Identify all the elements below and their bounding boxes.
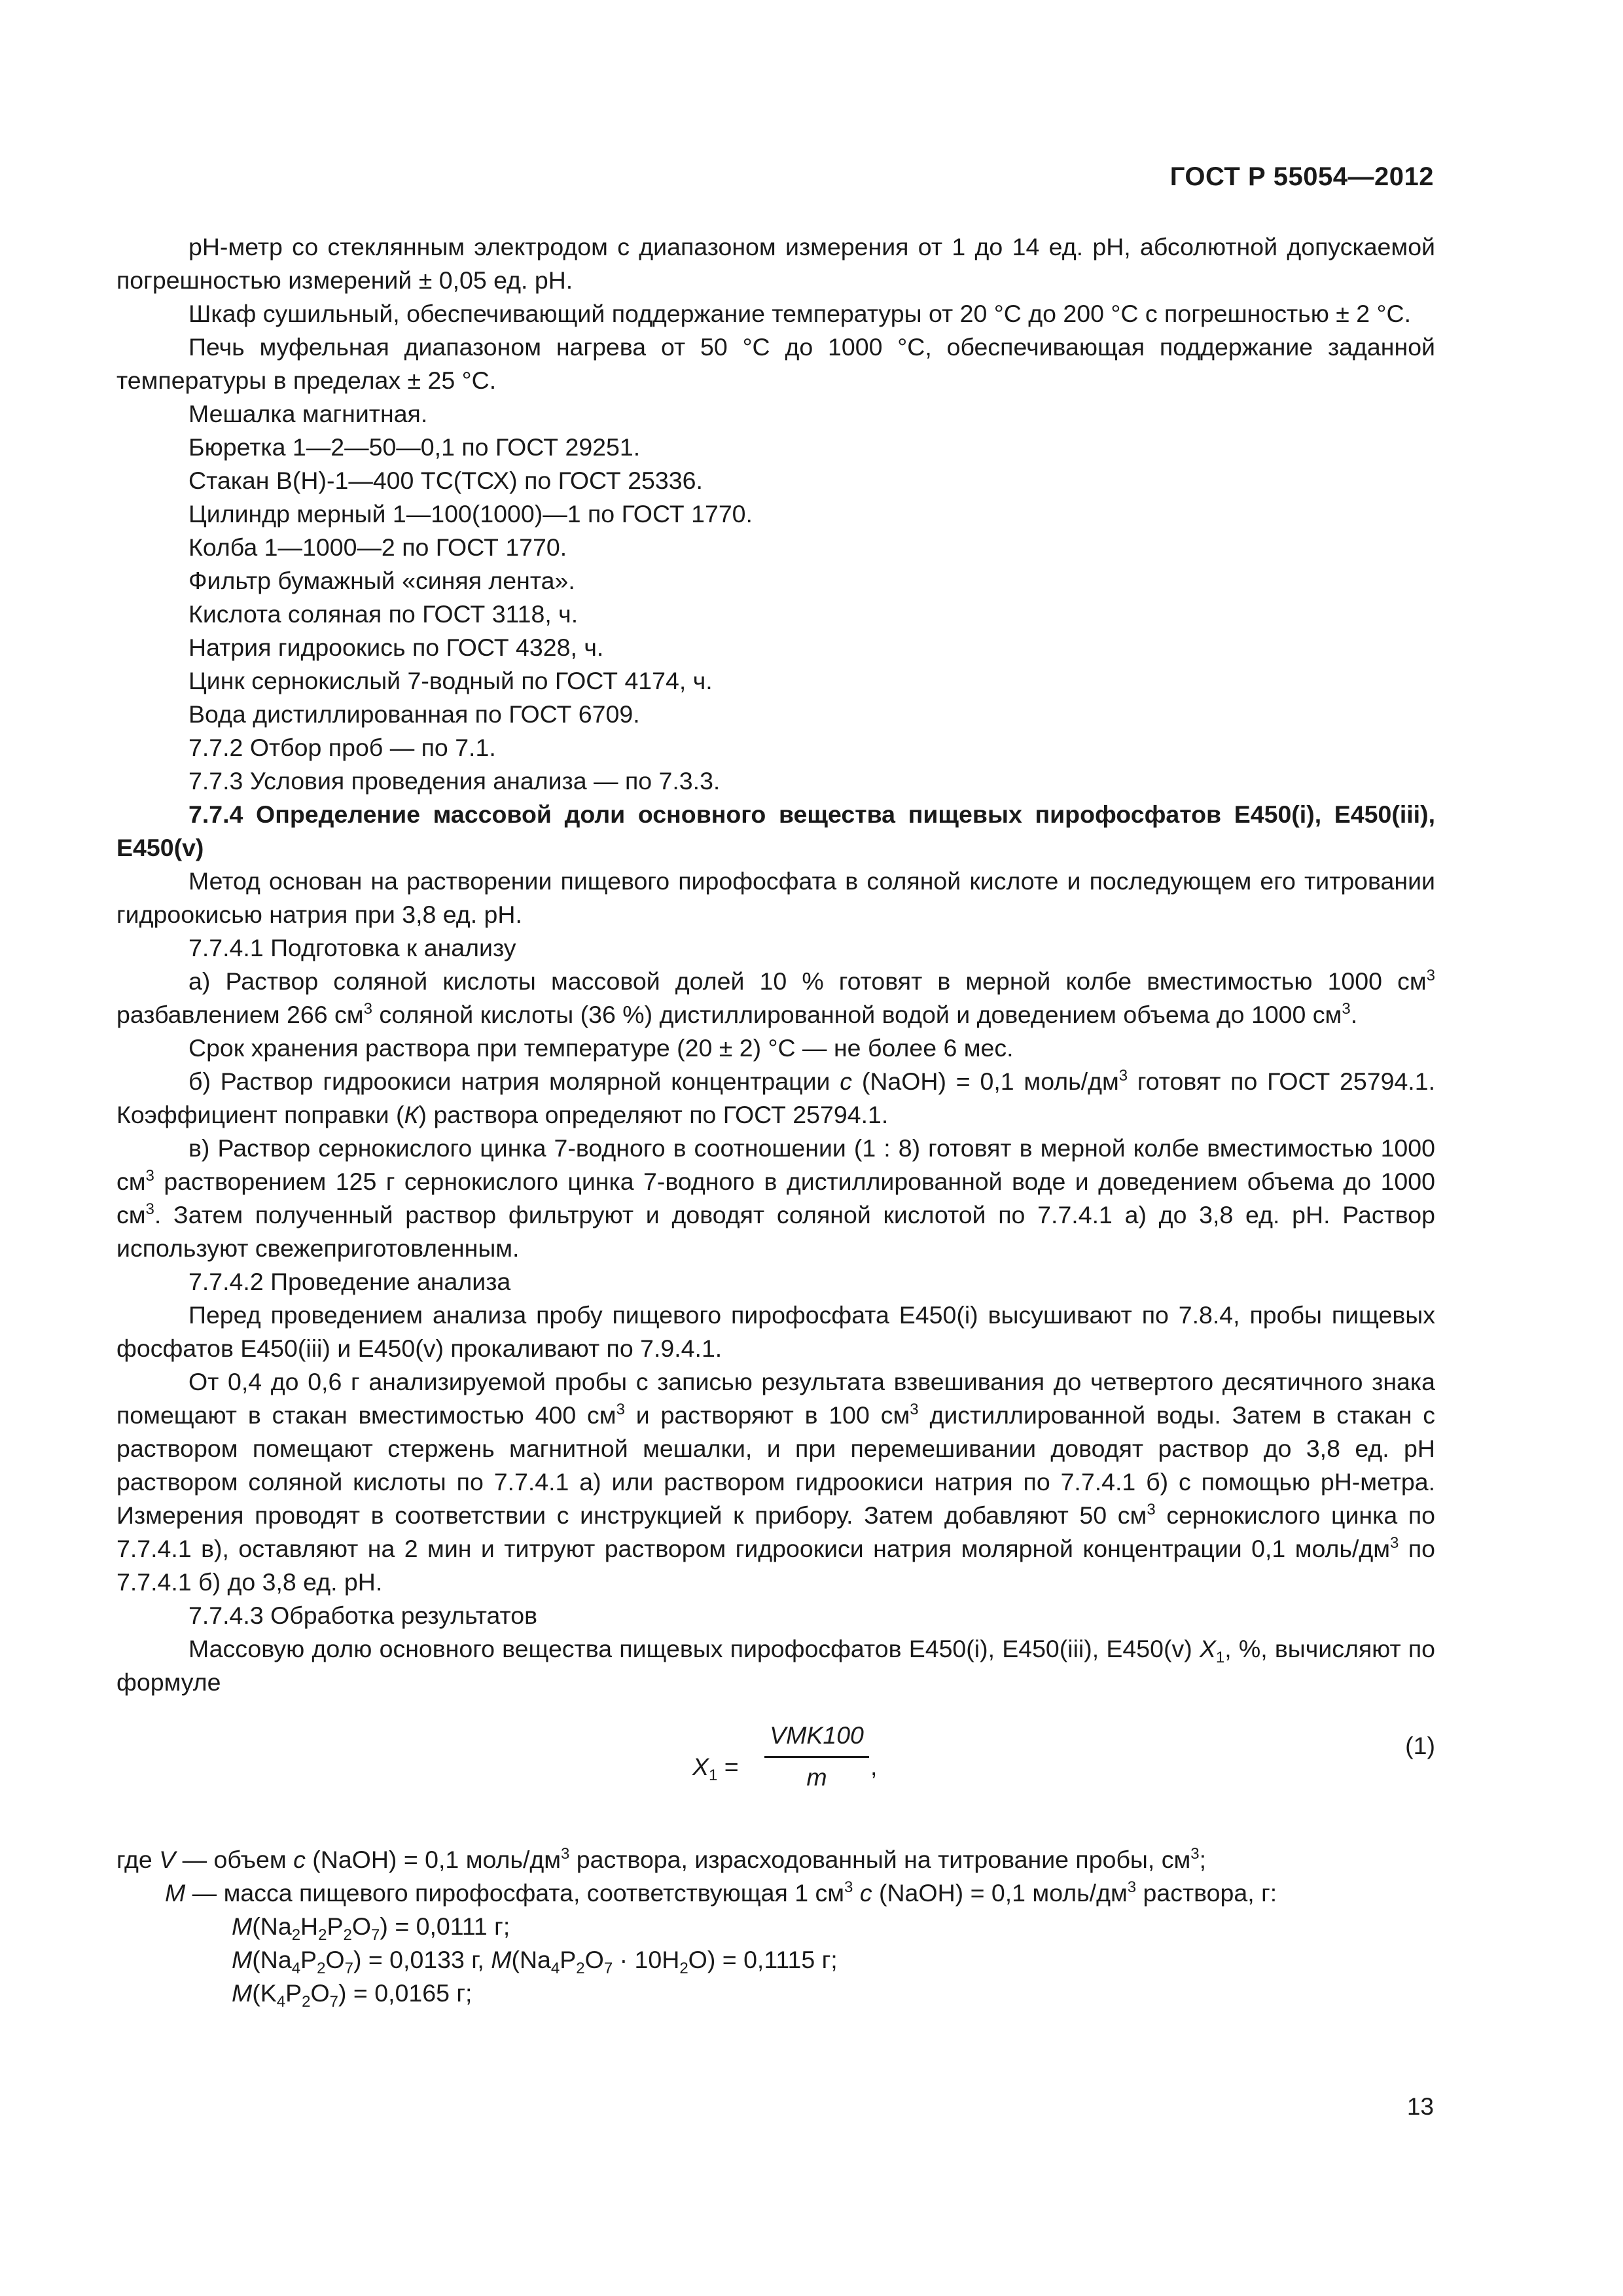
list-item-distilled-water: Вода дистиллированная по ГОСТ 6709.: [188, 700, 640, 728]
formula-lhs: $X_1$ =: [692, 1753, 739, 1784]
section-7-7-2: 7.7.2 Отбор проб — по 7.1.: [188, 734, 496, 761]
paragraph-zinc-solution: в) Раствор сернокислого цинка 7-водного в соотношении (1 : 8) готовят в мерной колбе вместимостью 1000 $см^3$ растворением 125 г сернокислого цинка 7-водного в дистиллированной воде и доведением объема до 1000 $см^3$. Затем полученный раствор фильтруют и доводят соляной кислотой по 7.7.4.1 а) до 3,8 ед. рН. Раствор используют свежеприготовленным.: [116, 1134, 1435, 1262]
where-m-definition: М — масса пищевого пирофосфата, соответствующая 1 $см^3$ с (NaOH) = 0,1 моль/$дм^3$ раствора, г:: [165, 1878, 1277, 1907]
list-item-sodium-hydroxide: Натрия гидроокись по ГОСТ 4328, ч.: [188, 634, 604, 661]
list-item-cylinder: Цилиндр мерный 1—100(1000)—1 по ГОСТ 1770.: [188, 500, 753, 528]
molar-mass-k4p2o7: $М(K_4P_2O_7) = 0,0165$ г;: [232, 1979, 473, 2011]
section-7-7-4-2: 7.7.4.2 Проведение анализа: [188, 1268, 511, 1295]
list-item-flask: Колба 1—1000—2 по ГОСТ 1770.: [188, 533, 567, 561]
list-item-zinc-sulfate: Цинк сернокислый 7-водный по ГОСТ 4174, ч.: [188, 667, 713, 694]
list-item-burette: Бюретка 1—2—50—0,1 по ГОСТ 29251.: [188, 433, 641, 461]
paragraph-drying-oven: Шкаф сушильный, обеспечивающий поддержание температуры от 20 °С до 200 °С с погрешностью ± 2 °С.: [188, 300, 1412, 327]
document-code-header: ГОСТ Р 55054—2012: [1169, 162, 1434, 191]
list-item-hydrochloric-acid: Кислота соляная по ГОСТ 3118, ч.: [188, 600, 579, 628]
formula-denominator: m: [806, 1763, 827, 1791]
list-item-beaker: Стакан В(Н)-1—400 ТС(ТСХ) по ГОСТ 25336.: [188, 467, 703, 494]
section-heading-7-7-4: 7.7.4 Определение массовой доли основного вещества пищевых пирофосфатов Е450(i), Е450(iii), Е450(v): [116, 800, 1435, 861]
paragraph-muffle-furnace: Печь муфельная диапазоном нагрева от 50 °С до 1000 °С, обеспечивающая поддержание заданной температуры в пределах ± 25 °С.: [116, 333, 1435, 394]
formula-numerator: VMK100: [764, 1719, 869, 1758]
paragraph-naoh-solution: б) Раствор гидроокиси натрия молярной концентрации с (NaOH) = 0,1 моль/$дм^3$ готовят по ГОСТ 25794.1. Коэффициент поправки (К) раствора определяют по ГОСТ 25794.1.: [116, 1067, 1435, 1128]
page-body: [116, 230, 1435, 2010]
paragraph-hcl-solution: а) Раствор соляной кислоты массовой долей 10 % готовят в мерной колбе вместимостью 1000 $см^3$ разбавлением 266 $см^3$ соляной кислоты (36 %) дистиллированной водой и доведением объема до 1000 $см^3$.: [116, 967, 1435, 1028]
formula-fraction: [764, 1719, 869, 1794]
paragraph-procedure: От 0,4 до 0,6 г анализируемой пробы с записью результата взвешивания до четвертого десятичного знака помещают в стакан вместимостью 400 $см^3$ и растворяют в 100 $см^3$ дистиллированной воды. Затем в стакан с раствором помещают стержень магнитной мешалки, и при перемешивании доводят раствор до 3,8 ед. рН раствором соляной кислоты по 7.7.4.1 а) или раствором гидроокиси натрия по 7.7.4.1 б) с помощью рН-метра. Измерения проводят в соответствии с инструкцией к прибору. Затем добавляют 50 $см^3$ сернокислого цинка по 7.7.4.1 в), оставляют на 2 мин и титруют раствором гидроокиси натрия молярной концентрации 0,1 моль/$дм^3$ по 7.7.4.1 б) до 3,8 ед. рН.: [116, 1368, 1436, 1596]
paragraph-sample-drying: Перед проведением анализа пробу пищевого пирофосфата Е450(i) высушивают по 7.8.4, пробы пищевых фосфатов Е450(iii) и Е450(v) прокаливают по 7.9.4.1.: [116, 1301, 1435, 1362]
formula-1: $X_1$ = VMK100 m , (1): [116, 1719, 1435, 1823]
paragraph-method: Метод основан на растворении пищевого пирофосфата в соляной кислоте и последующем его титровании гидроокисью натрия при 3,8 ед. рН.: [116, 867, 1435, 928]
paragraph-shelf-life: Срок хранения раствора при температуре (20 ± 2) °С — не более 6 мес.: [188, 1034, 1014, 1062]
molar-mass-na2h2p2o7: $М(Na_2H_2P_2O_7) = 0,0111$ г;: [232, 1912, 510, 1944]
molar-mass-na4p2o7: $М(Na_4P_2O_7) = 0,0133$ г, $М(Na_4P_2O_7 \cdot 10H_2O) = 0,1115$ г;: [232, 1946, 838, 1977]
list-item-magnetic-stirrer: Мешалка магнитная.: [188, 400, 428, 427]
list-item-filter: Фильтр бумажный «синяя лента».: [188, 567, 575, 594]
formula-number: (1): [1405, 1732, 1435, 1759]
page-number: 13: [1406, 2093, 1434, 2120]
paragraph-ph-meter: рН-метр со стеклянным электродом с диапазоном измерения от 1 до 14 ед. рН, абсолютной допускаемой погрешностью измерений ± 0,05 ед. рН.: [116, 233, 1435, 294]
section-7-7-4-1: 7.7.4.1 Подготовка к анализу: [188, 934, 516, 961]
section-7-7-4-3: 7.7.4.3 Обработка результатов: [188, 1602, 538, 1629]
paragraph-calc-intro: Массовую долю основного вещества пищевых пирофосфатов Е450(i), Е450(iii), Е450(v) $X_1$, %, вычисляют по формуле: [116, 1635, 1435, 1696]
where-v-definition: где V — объем с (NaOH) = 0,1 моль/$дм^3$ раствора, израсходованный на титрование пробы, $см^3$;: [116, 1845, 1207, 1873]
section-7-7-3: 7.7.3 Условия проведения анализа — по 7.3.3.: [188, 767, 721, 795]
